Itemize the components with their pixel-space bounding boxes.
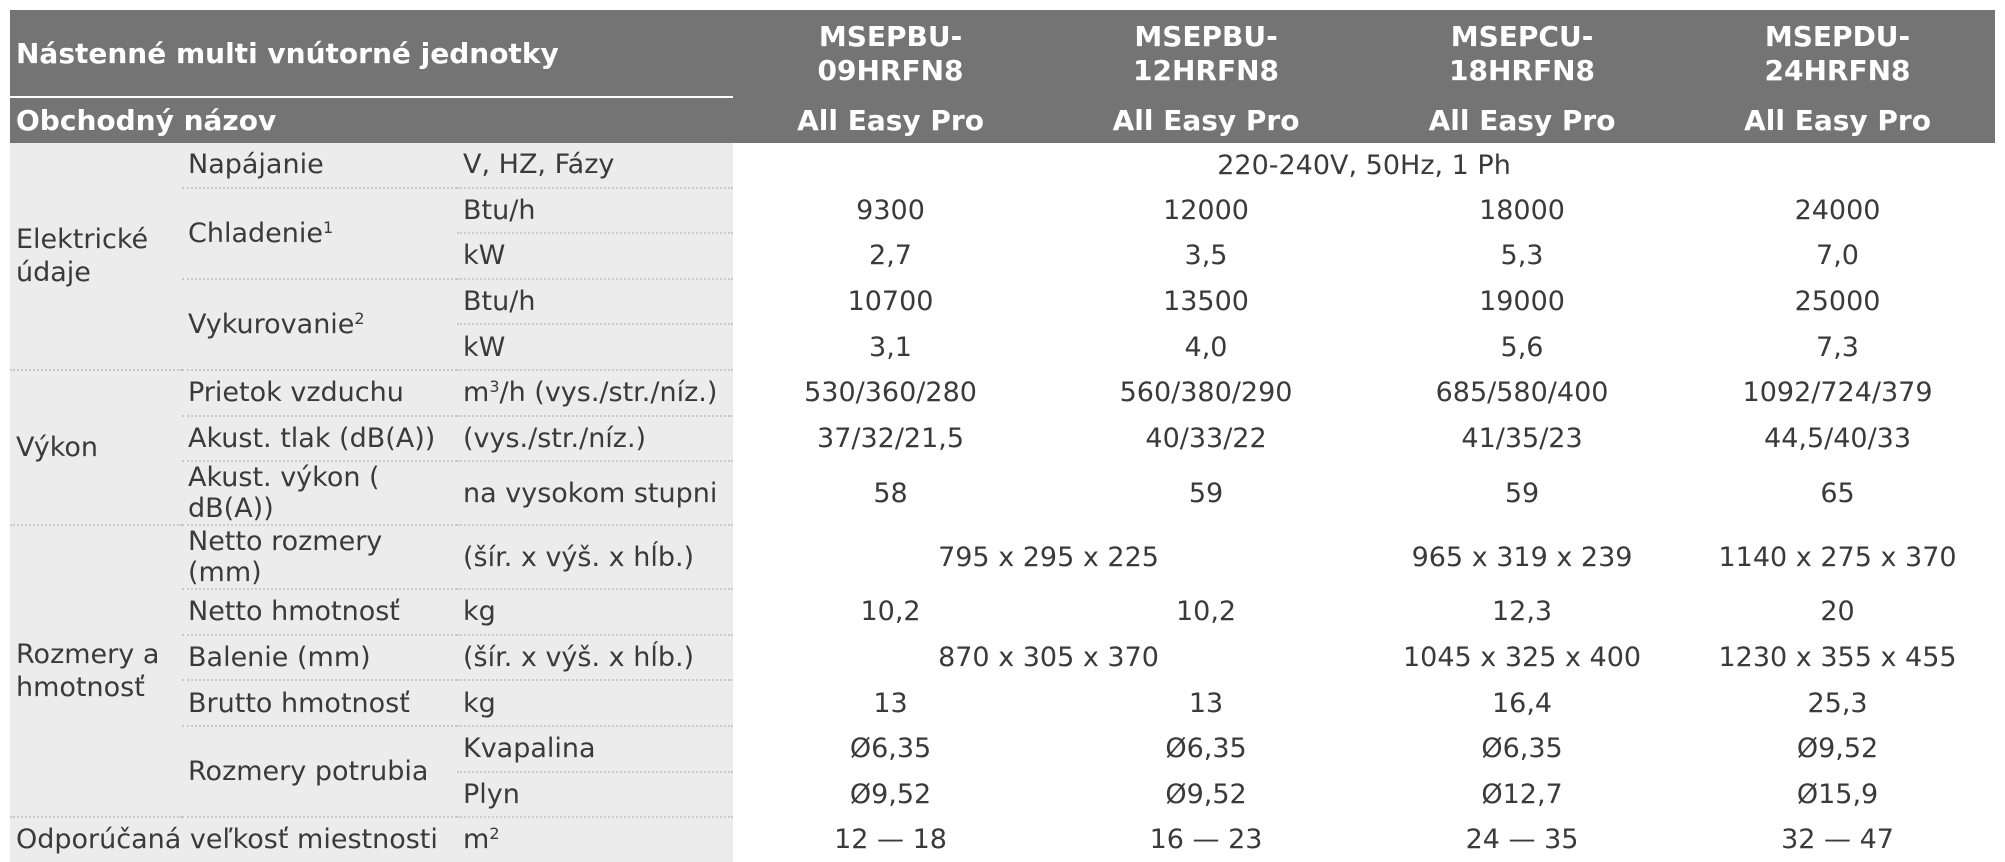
cell-value: Ø15,9	[1680, 772, 1995, 818]
row-unit: kW	[457, 324, 733, 370]
cell-value: 12000	[1048, 188, 1364, 234]
cell-value: 59	[1364, 461, 1680, 525]
trade-name: All Easy Pro	[1048, 97, 1364, 143]
cell-value: Ø6,35	[1048, 726, 1364, 772]
cell-value: Ø12,7	[1364, 772, 1680, 818]
cell-value: 5,6	[1364, 324, 1680, 370]
row-unit: kW	[457, 233, 733, 279]
row-label: Prietok vzduchu	[182, 370, 457, 416]
row-label: Netto rozmery (mm)	[182, 525, 457, 589]
cell-value: 10,2	[1048, 589, 1364, 635]
cell-value: 1230 x 355 x 455	[1680, 635, 1995, 681]
row-label: Brutto hmotnosť	[182, 680, 457, 726]
cell-value: Ø9,52	[1048, 772, 1364, 818]
row-label: Chladenie$^1$	[182, 188, 457, 279]
cell-value: 32 — 47	[1680, 817, 1995, 862]
spec-table	[10, 10, 1995, 862]
cell-value: 12,3	[1364, 589, 1680, 635]
cell-value: 3,1	[733, 324, 1048, 370]
table-row	[10, 416, 1995, 462]
cell-value: 870 x 305 x 370	[733, 635, 1364, 681]
model-header: MSEPBU- 12HRFN8	[1048, 10, 1364, 97]
cell-value: 41/35/23	[1364, 416, 1680, 462]
cell-value: Ø9,52	[733, 772, 1048, 818]
row-label: Vykurovanie$^2$	[182, 279, 457, 370]
cell-value: 25000	[1680, 279, 1995, 325]
cell-value: 24000	[1680, 188, 1995, 234]
table-row	[10, 635, 1995, 681]
cell-value: 2,7	[733, 233, 1048, 279]
header-row-models	[10, 10, 1995, 97]
cell-value: Ø6,35	[733, 726, 1048, 772]
row-unit: (vys./str./níz.)	[457, 416, 733, 462]
cell-value: 13	[733, 680, 1048, 726]
row-unit: kg	[457, 589, 733, 635]
cell-value: 20	[1680, 589, 1995, 635]
cell-value: Ø9,52	[1680, 726, 1995, 772]
cell-value: 18000	[1364, 188, 1680, 234]
row-unit: (šír. x výš. x hĺb.)	[457, 635, 733, 681]
cell-value: 965 x 319 x 239	[1364, 525, 1680, 589]
table-title: Nástenné multi vnútorné jednotky	[10, 10, 733, 97]
row-unit: na vysokom stupni	[457, 461, 733, 525]
row-label: Akust. výkon ( dB(A))	[182, 461, 457, 525]
model-header: MSEPBU- 09HRFN8	[733, 10, 1048, 97]
row-label: Akust. tlak (dB(A))	[182, 416, 457, 462]
row-unit: $m^2$	[457, 817, 733, 862]
group-room: Odporúčaná veľkosť miestnosti	[10, 817, 457, 862]
cell-value: 560/380/290	[1048, 370, 1364, 416]
cell-value: 16 — 23	[1048, 817, 1364, 862]
table-row	[10, 370, 1995, 416]
power-value: 220-240V, 50Hz, 1 Ph	[733, 143, 1995, 188]
cell-value: 7,3	[1680, 324, 1995, 370]
table-row	[10, 461, 1995, 525]
row-unit: Kvapalina	[457, 726, 733, 772]
table-row	[10, 817, 1995, 862]
table-row	[10, 726, 1995, 772]
cell-value: 24 — 35	[1364, 817, 1680, 862]
trade-name: All Easy Pro	[1364, 97, 1680, 143]
cell-value: 19000	[1364, 279, 1680, 325]
row-unit: Btu/h	[457, 188, 733, 234]
row-label: Rozmery potrubia	[182, 726, 457, 817]
cell-value: 1045 x 325 x 400	[1364, 635, 1680, 681]
row-label: Balenie (mm)	[182, 635, 457, 681]
cell-value: 7,0	[1680, 233, 1995, 279]
cell-value: 795 x 295 x 225	[733, 525, 1364, 589]
table-row	[10, 589, 1995, 635]
cell-value: 13500	[1048, 279, 1364, 325]
cell-value: 65	[1680, 461, 1995, 525]
cell-value: 37/32/21,5	[733, 416, 1048, 462]
table-row	[10, 680, 1995, 726]
trade-name: All Easy Pro	[1680, 97, 1995, 143]
cell-value: 44,5/40/33	[1680, 416, 1995, 462]
table-row	[10, 143, 1995, 188]
model-header: MSEPDU- 24HRFN8	[1680, 10, 1995, 97]
cell-value: 4,0	[1048, 324, 1364, 370]
cell-value: Ø6,35	[1364, 726, 1680, 772]
table-row	[10, 279, 1995, 325]
row-label: Napájanie	[182, 143, 457, 188]
group-electrical: Elektrické údaje	[10, 143, 182, 370]
cell-value: 5,3	[1364, 233, 1680, 279]
cell-value: 16,4	[1364, 680, 1680, 726]
row-label: Netto hmotnosť	[182, 589, 457, 635]
table-row	[10, 525, 1995, 589]
trade-name-label: Obchodný názov	[10, 97, 733, 143]
cell-value: 10,2	[733, 589, 1048, 635]
model-header: MSEPCU- 18HRFN8	[1364, 10, 1680, 97]
cell-value: 10700	[733, 279, 1048, 325]
cell-value: 59	[1048, 461, 1364, 525]
cell-value: 1140 x 275 x 370	[1680, 525, 1995, 589]
cell-value: 530/360/280	[733, 370, 1048, 416]
cell-value: 12 — 18	[733, 817, 1048, 862]
cell-value: 58	[733, 461, 1048, 525]
group-dimensions: Rozmery a hmotnosť	[10, 525, 182, 817]
row-unit: $m^3/h$ (vys./str./níz.)	[457, 370, 733, 416]
cell-value: 13	[1048, 680, 1364, 726]
cell-value: 9300	[733, 188, 1048, 234]
row-unit: Btu/h	[457, 279, 733, 325]
row-unit: (šír. x výš. x hĺb.)	[457, 525, 733, 589]
row-unit: V, HZ, Fázy	[457, 143, 733, 188]
group-performance: Výkon	[10, 370, 182, 525]
trade-name: All Easy Pro	[733, 97, 1048, 143]
row-unit: kg	[457, 680, 733, 726]
table-row	[10, 188, 1995, 234]
cell-value: 25,3	[1680, 680, 1995, 726]
header-row-trade	[10, 97, 1995, 143]
cell-value: 40/33/22	[1048, 416, 1364, 462]
cell-value: 1092/724/379	[1680, 370, 1995, 416]
row-unit: Plyn	[457, 772, 733, 818]
cell-value: 685/580/400	[1364, 370, 1680, 416]
cell-value: 3,5	[1048, 233, 1364, 279]
